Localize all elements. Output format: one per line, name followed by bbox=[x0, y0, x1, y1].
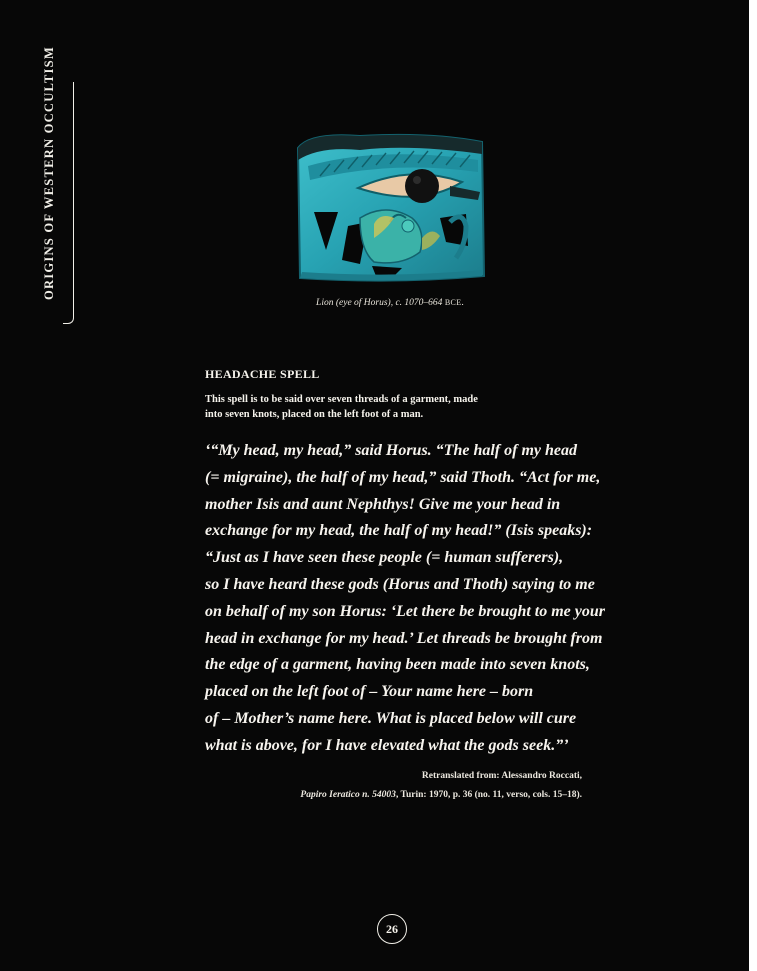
spell-text-line: head in exchange for my head.’ Let threads be brought from bbox=[205, 629, 603, 647]
spell-text-line: what is above, for I have elevated what the gods seek.”’ bbox=[205, 736, 569, 754]
eye-of-horus-amulet-image bbox=[290, 126, 490, 288]
spell-text-line: the edge of a garment, having been made into seven knots, bbox=[205, 656, 590, 674]
caption-text: Lion (eye of Horus), c. 1070–664 bbox=[316, 298, 445, 308]
source-title: Papiro Ieratico n. 54003 bbox=[300, 790, 396, 800]
running-header bbox=[40, 40, 58, 300]
page-edge bbox=[749, 0, 757, 971]
source-details: , Turin: 1970, p. 36 (no. 11, verso, cols. 15–18). bbox=[395, 790, 582, 800]
spell-intro-line: into seven knots, placed on the left foot of a man. bbox=[205, 409, 424, 420]
spell-text-line: mother Isis and aunt Nephthys! Give me your head in bbox=[205, 495, 561, 513]
page-number: 26 bbox=[377, 914, 407, 944]
source-line-1: Retranslated from: Alessandro Roccati, bbox=[421, 771, 582, 781]
artifact-figure bbox=[290, 126, 490, 288]
spell-text-line: ‘“My head, my head,” said Horus. “The half of my head bbox=[205, 442, 577, 459]
source-citation bbox=[222, 767, 582, 805]
figure-caption bbox=[270, 296, 510, 310]
spell-text-line: so I have heard these gods (Horus and Thoth) saying to me bbox=[205, 575, 595, 593]
spell-text-line: (= migraine), the half of my head,” said Thoth. “Act for me, bbox=[205, 468, 601, 486]
spell-title: HEADACHE SPELL bbox=[205, 367, 320, 381]
caption-era: BCE bbox=[444, 298, 462, 307]
spell-text-line: placed on the left foot of – Your name here – born bbox=[205, 683, 534, 701]
source-line-2 bbox=[222, 786, 582, 805]
spell-text-line: of – Mother’s name here. What is placed below will cure bbox=[205, 709, 577, 727]
running-header-text: ORIGINS OF WESTERN OCCULTISM bbox=[42, 46, 56, 300]
spell-text bbox=[205, 438, 605, 760]
caption-end: . bbox=[461, 298, 464, 308]
spell-intro bbox=[205, 392, 545, 422]
spell-text-line: exchange for my head, the half of my head!” (Isis speaks): bbox=[205, 522, 593, 540]
spell-text-line: on behalf of my son Horus: ‘Let there be brought to me your bbox=[205, 602, 606, 620]
spell-text-line: “Just as I have seen these people (= human sufferers), bbox=[205, 549, 564, 567]
running-header-rule-hook bbox=[63, 318, 74, 324]
spell-intro-line: This spell is to be said over seven threads of a garment, made bbox=[205, 394, 478, 405]
running-header-rule bbox=[73, 82, 74, 318]
